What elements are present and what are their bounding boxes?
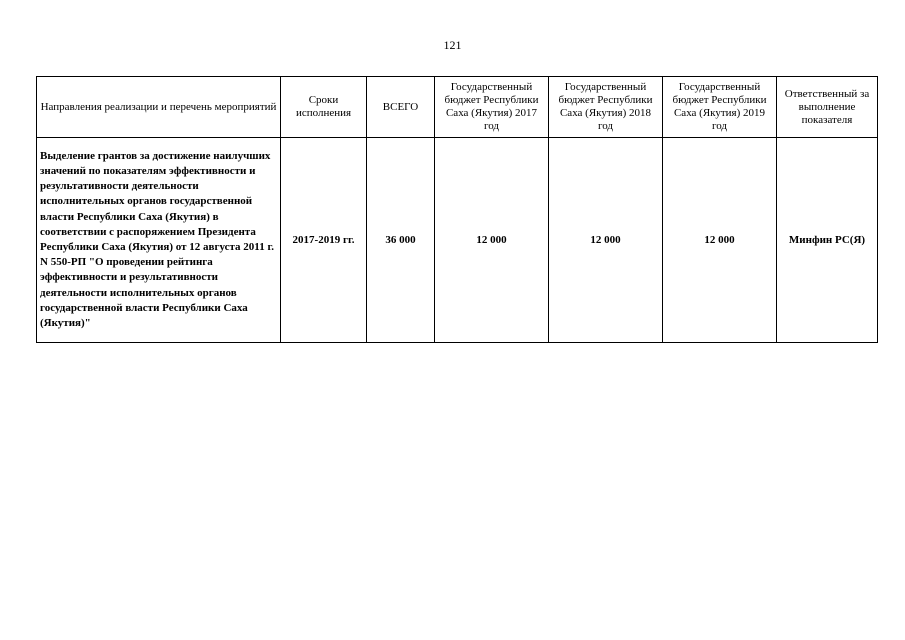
header-period: Сроки исполнения [281, 77, 367, 138]
measures-table [36, 76, 878, 343]
page-number: 121 [443, 38, 462, 52]
cell-period: 2017-2019 гг. [281, 138, 367, 343]
cell-description: Выделение грантов за достижение наилучших значений по показателям эффективности и результативности деятельности исполнительных органов государственной власти Республики Саха (Якутия) в соответствии с распоряжением Президента Республики Саха (Якутия) от 12 августа 2011 г. N 550-РП "О проведении рейтинга эффективности и результативности деятельности исполнительных органов государственной власти Республики Саха (Якутия)" [37, 138, 281, 343]
header-budget-2017: Государственный бюджет Республики Саха (Якутия) 2017 год [435, 77, 549, 138]
header-directions: Направления реализации и перечень мероприятий [37, 77, 281, 138]
cell-budget-2018: 12 000 [549, 138, 663, 343]
cell-budget-2017: 12 000 [435, 138, 549, 343]
table-row [37, 138, 878, 343]
cell-total: 36 000 [367, 138, 435, 343]
header-total: ВСЕГО [367, 77, 435, 138]
header-budget-2019: Государственный бюджет Республики Саха (Якутия) 2019 год [663, 77, 777, 138]
cell-budget-2019: 12 000 [663, 138, 777, 343]
header-budget-2018: Государственный бюджет Республики Саха (Якутия) 2018 год [549, 77, 663, 138]
header-responsible: Ответственный за выполнение показателя [777, 77, 878, 138]
cell-responsible: Минфин РС(Я) [777, 138, 878, 343]
table-header-row [37, 77, 878, 138]
